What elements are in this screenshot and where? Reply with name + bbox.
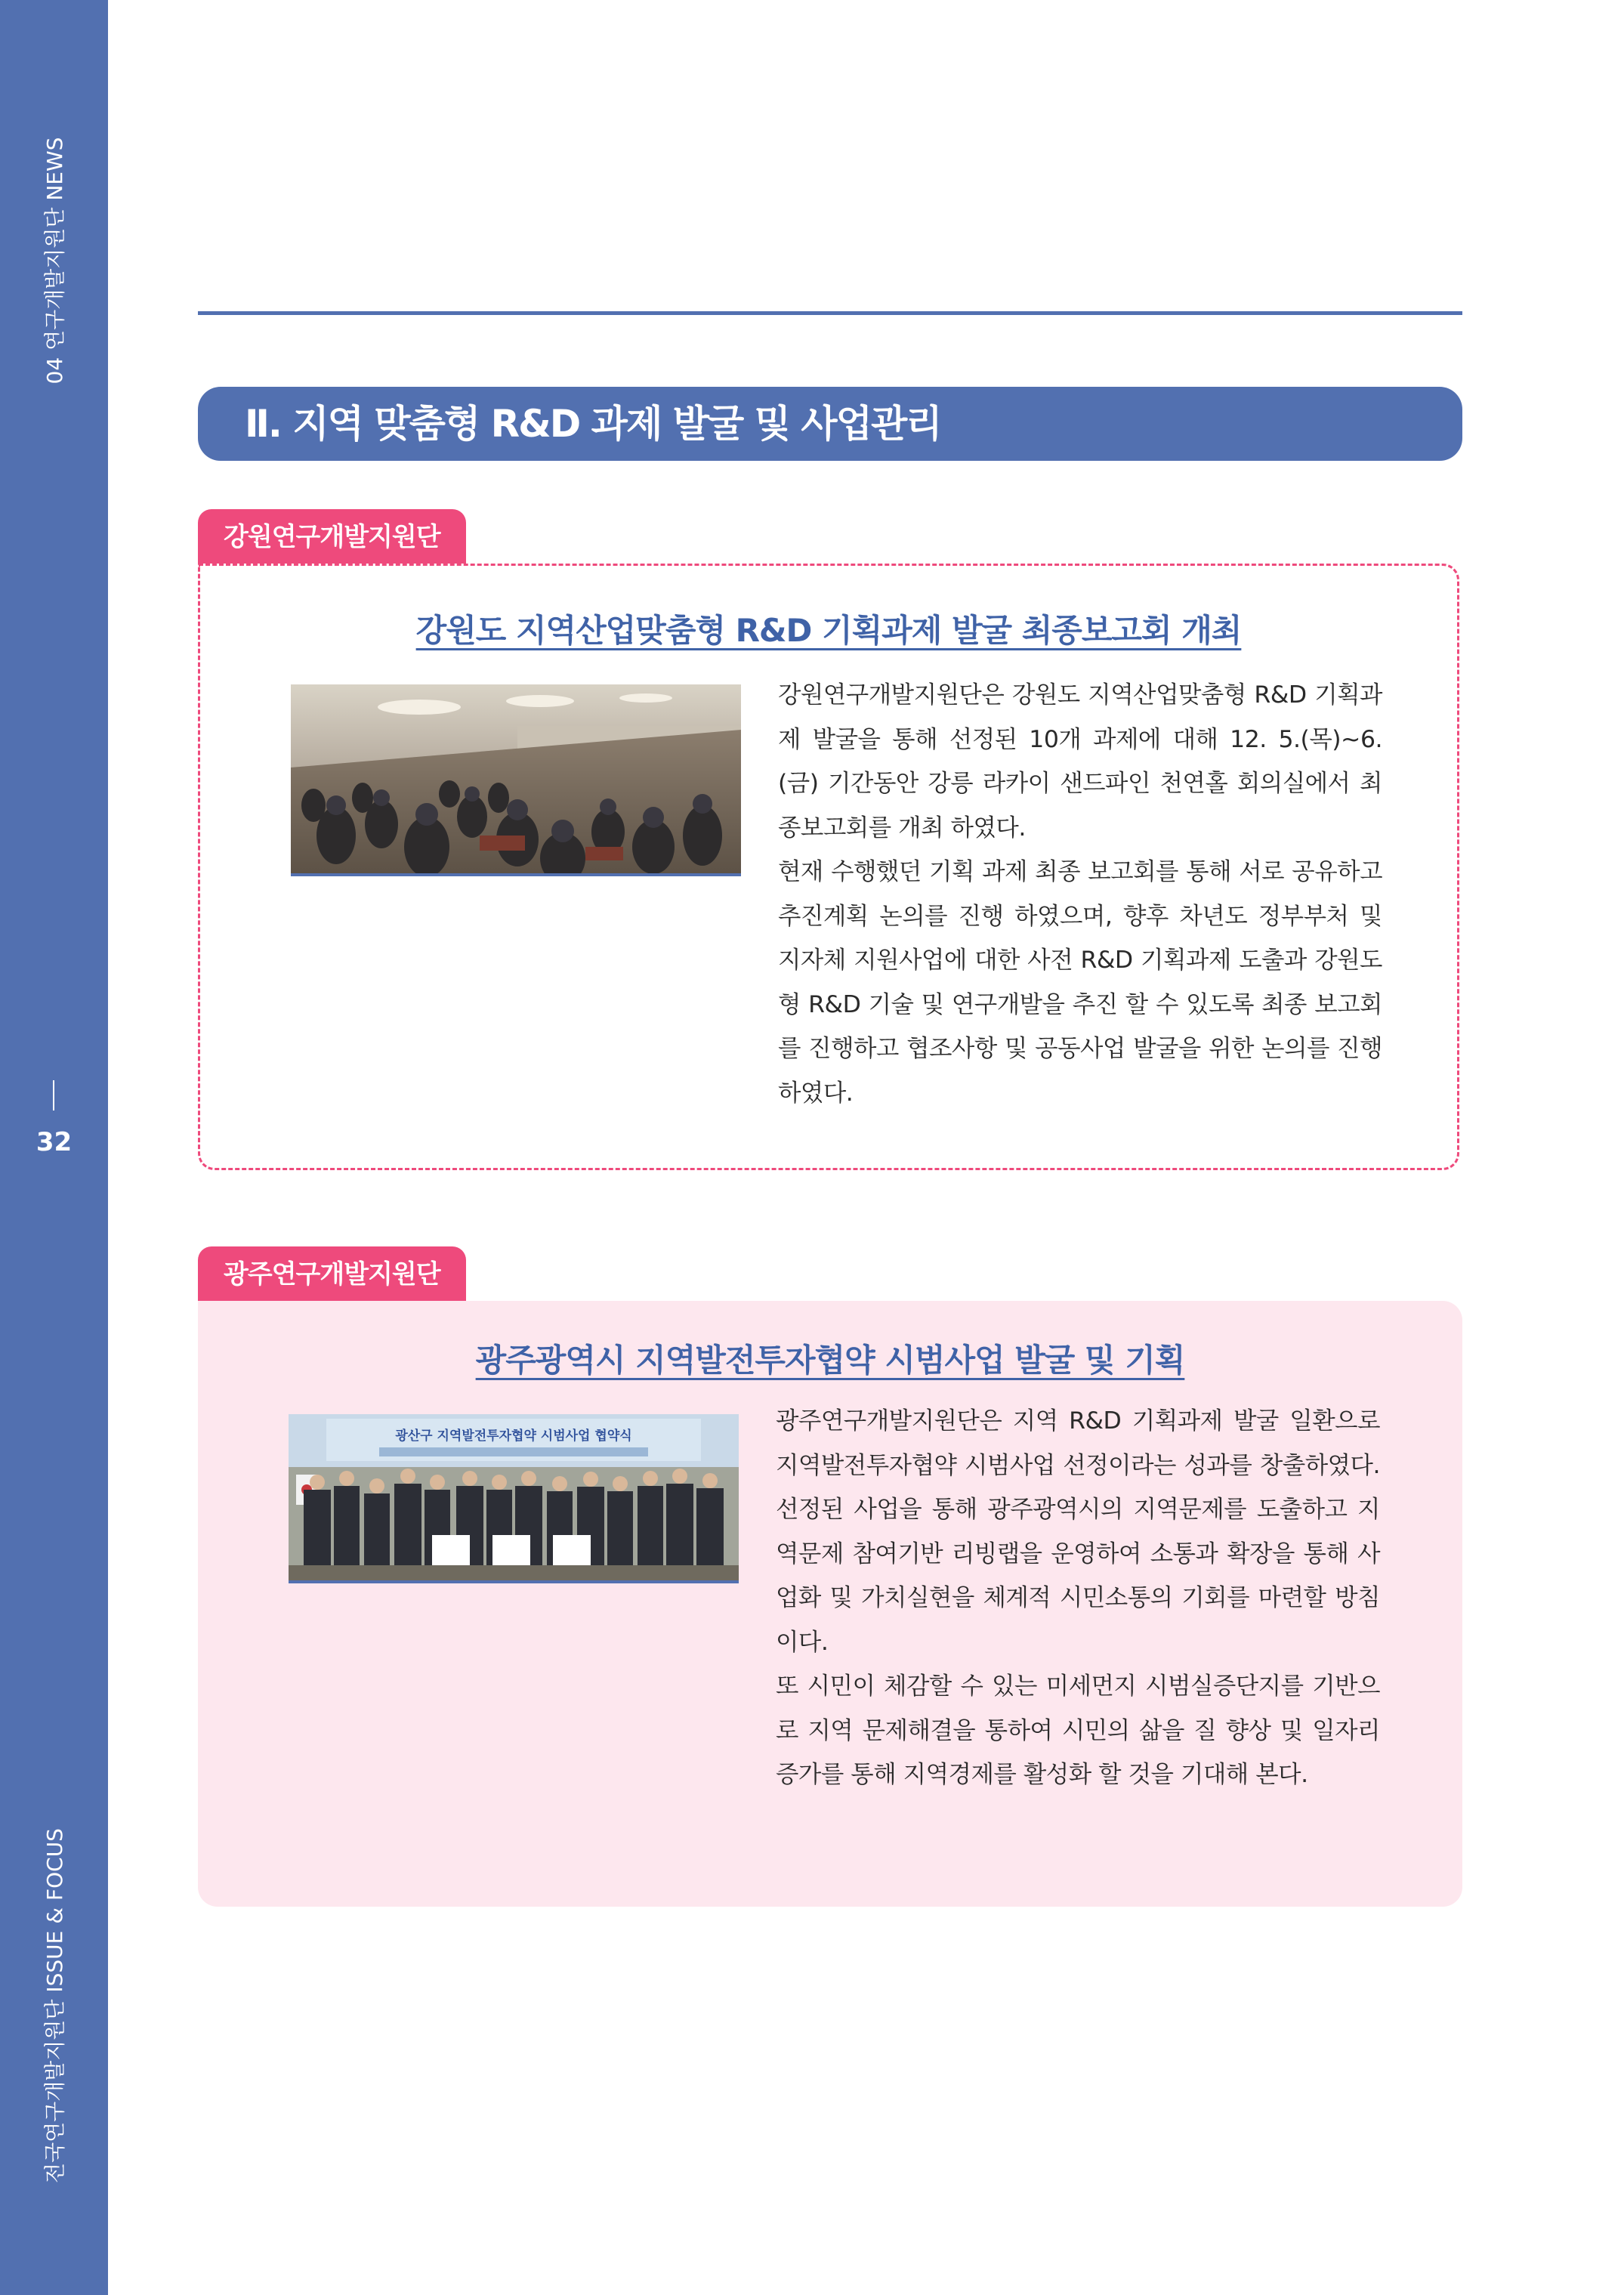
article-tag-gwangju: 광주연구개발지원단 [198,1246,466,1301]
publication-label: 전국연구개발지원단 ISSUE & FOCUS [42,1828,67,2183]
conference-photo [291,684,741,876]
section-heading [198,387,1462,461]
paragraph: 현재 수행했던 기획 과제 최종 보고회를 통해 서로 공유하고 추진계획 논의를 진행 하였으며, 향후 차년도 정부부처 및 지자체 지원사업에 대한 사전 R&D 기획과제 도출과 강원도형 R&D 기술 및 연구개발을 추진 할 수 있도록 최종 보고회를 진행하고 협조사항 및 공동사업 발굴을 위한 논의를 진행하였다. [778,858,1382,1107]
signing-ceremony-photo [289,1414,739,1583]
sidebar [0,0,108,2295]
article-title: 광주광역시 지역발전투자협약 시범사업 발굴 및 기획 [475,1342,1185,1379]
page-number: 32 [36,1127,73,1157]
chapter-label: 04 연구개발지원단 NEWS [42,137,67,385]
article-title: 강원도 지역산업맞춤형 R&D 기획과제 발굴 최종보고회 개최 [415,612,1242,649]
article-gangwon [198,564,1459,1170]
paragraph: 강원연구개발지원단은 강원도 지역산업맞춤형 R&D 기획과제 발굴을 통해 선정된 10개 과제에 대해 12. 5.(목)~6.(금) 기간동안 강릉 라카이 샌드파인 천연홀 회의실에서 최종보고회를 개최 하였다. [778,681,1382,842]
article-body [776,1399,1380,1797]
ceremony-banner-text: 광산구 지역발전투자협약 시범사업 협약식 [395,1429,632,1444]
article-gwangju [198,1301,1462,1907]
page-number-divider [53,1080,54,1110]
section-title: Ⅱ. 지역 맞춤형 R&D 과제 발굴 및 사업관리 [245,402,941,446]
header-rule [198,311,1462,315]
article-tag-gangwon: 강원연구개발지원단 [198,509,466,564]
article-body [778,673,1382,1115]
paragraph: 광주연구개발지원단은 지역 R&D 기획과제 발굴 일환으로 지역발전투자협약 시범사업 선정이라는 성과를 창출하였다. 선정된 사업을 통해 광주광역시의 지역문제를 도출하고 지역문제 참여기반 리빙랩을 운영하여 소통과 확장을 통해 사업화 및 가치실현을 체계적 시민소통의 기회를 마련할 방침이다. [776,1407,1380,1656]
paragraph: 또 시민이 체감할 수 있는 미세먼지 시범실증단지를 기반으로 지역 문제해결을 통하여 시민의 삶을 질 향상 및 일자리 증가를 통해 지역경제를 활성화 할 것을 기대해 본다. [776,1673,1380,1788]
